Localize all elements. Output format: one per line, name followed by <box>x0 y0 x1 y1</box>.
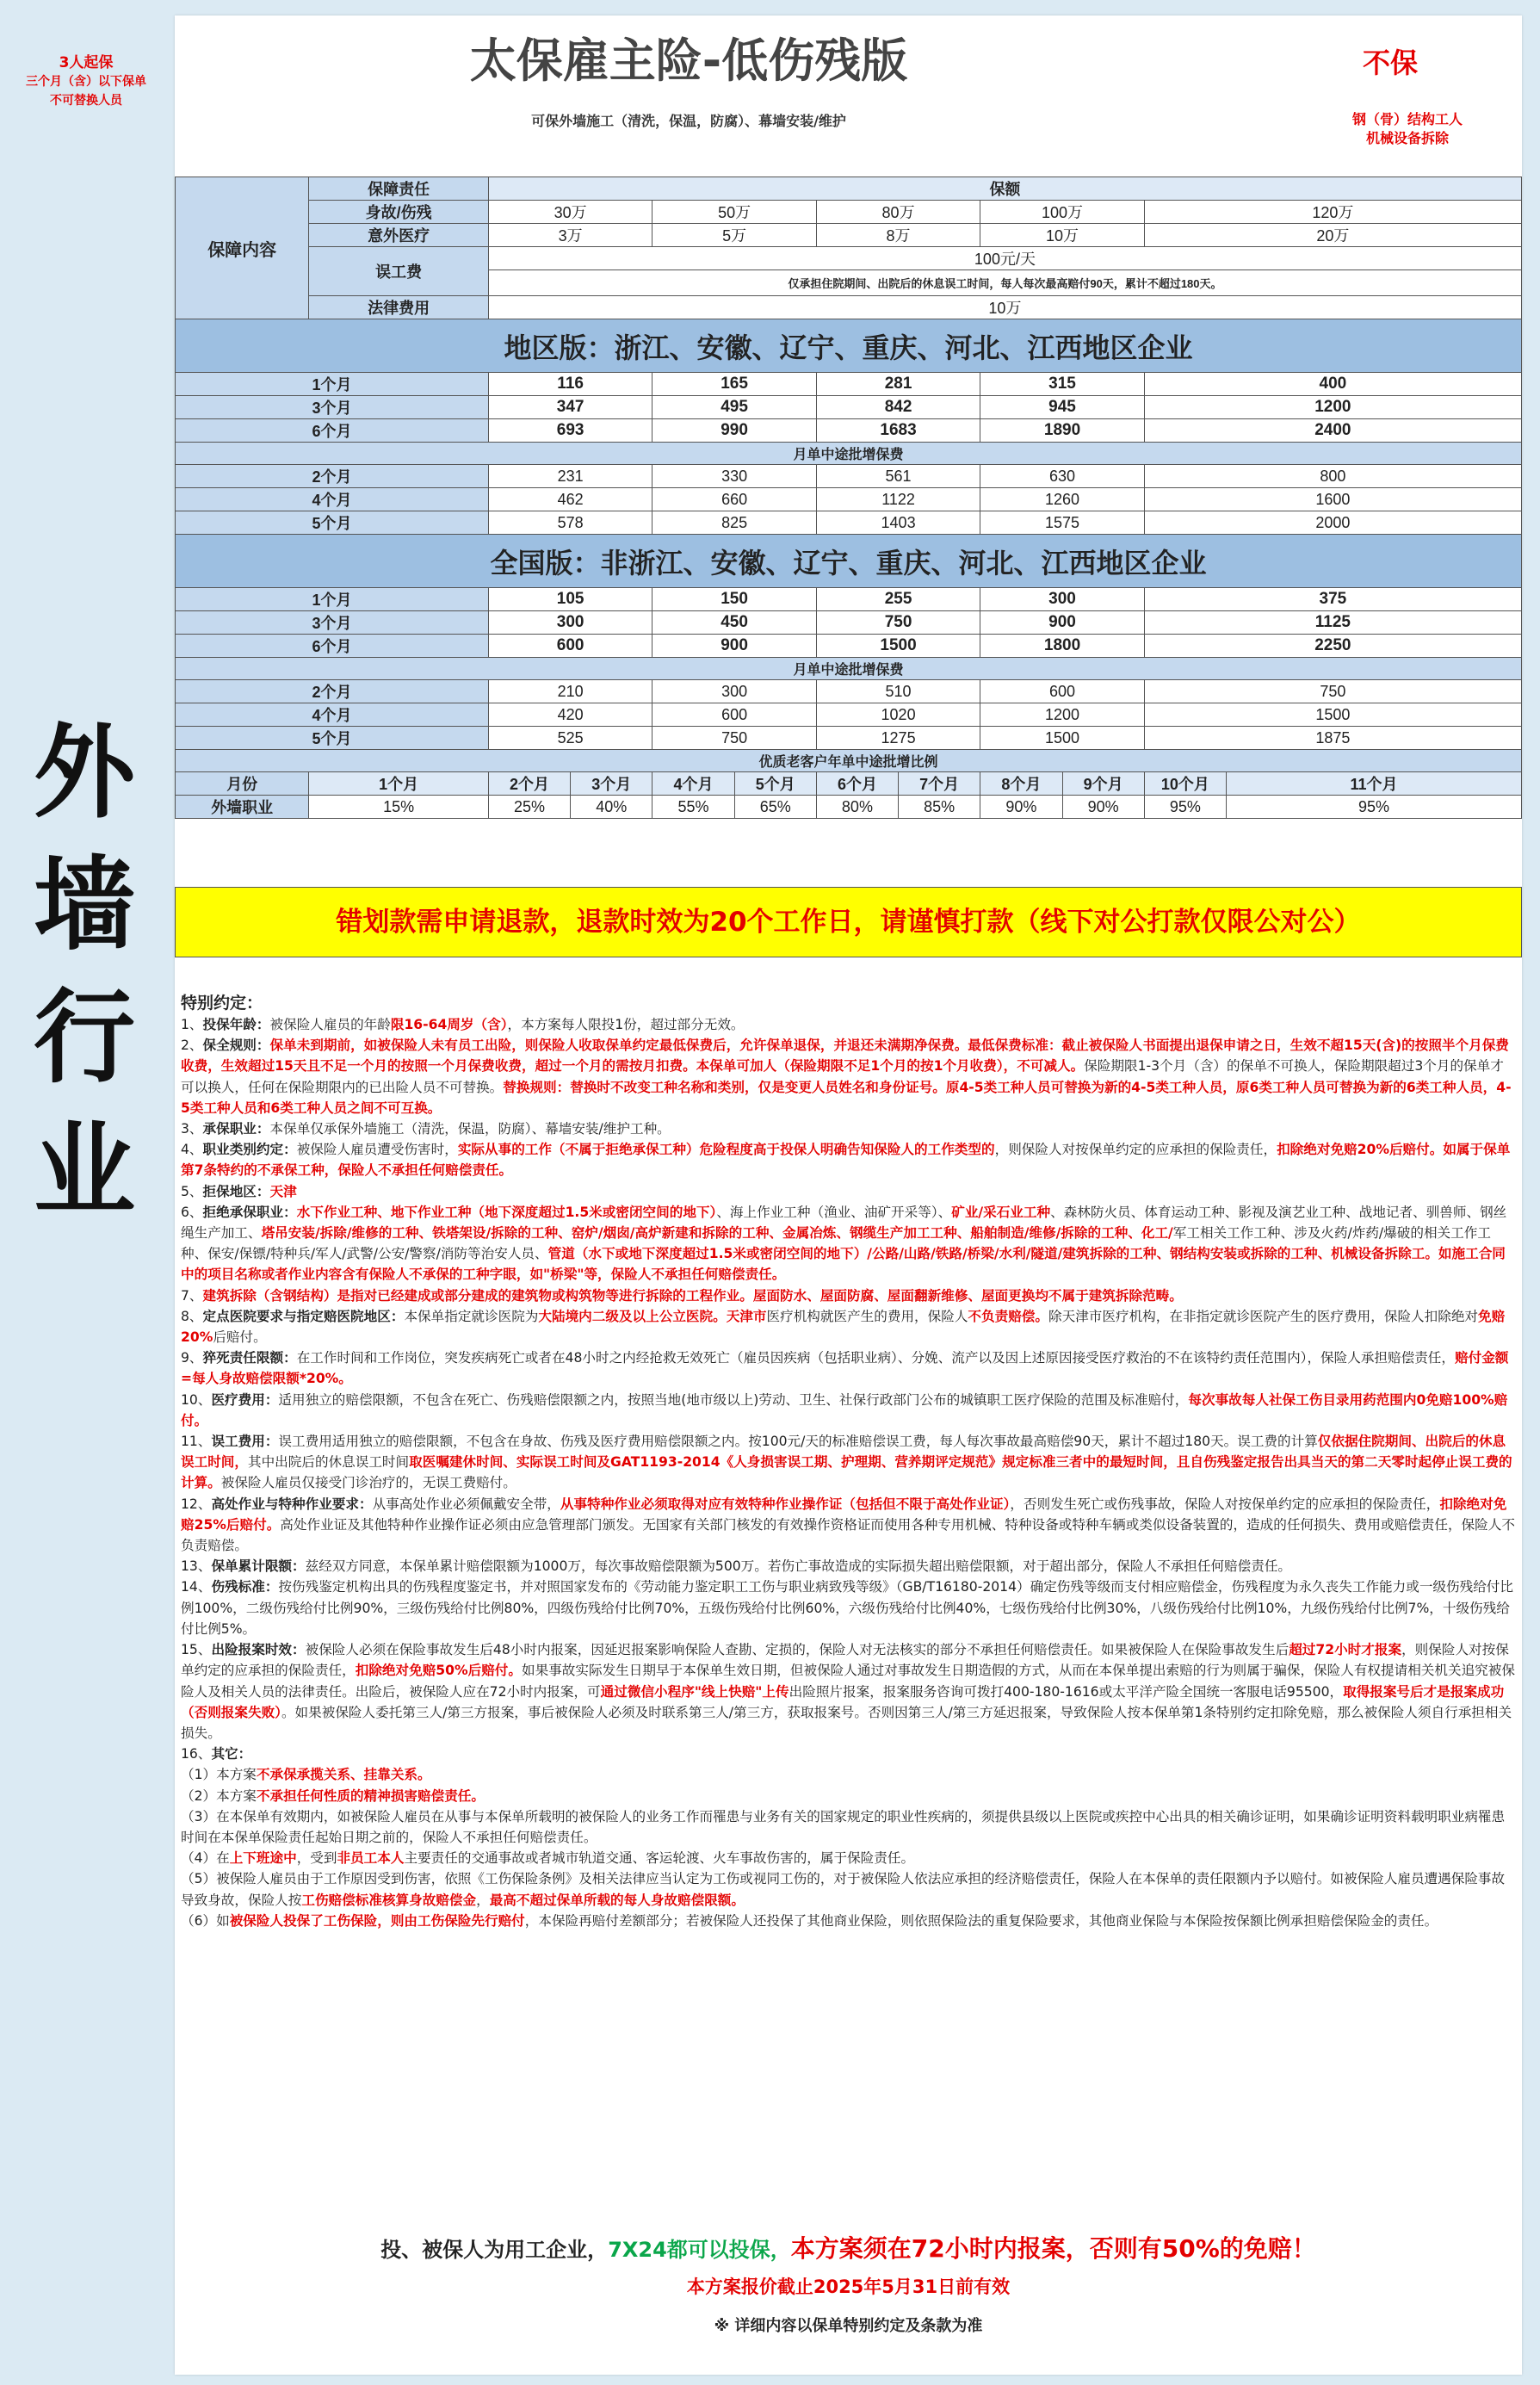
term-text: 扣除绝对免赔25%后赔付。 <box>181 1496 1507 1533</box>
value-cell: 231 <box>488 465 652 488</box>
value-cell: 630 <box>980 465 1144 488</box>
premium-row <box>176 396 1522 419</box>
value-cell: 300 <box>488 611 652 635</box>
lost-wage-note: 仅承担住院期间、出院后的休息误工时间，每人每次最高赔付90天，累计不超过180天。 <box>488 270 1521 296</box>
term-item <box>181 1035 1515 1118</box>
value-cell: 80万 <box>816 201 980 224</box>
value-cell: 1890 <box>980 419 1144 443</box>
term-item <box>181 1285 1515 1306</box>
value-cell: 1260 <box>980 488 1144 511</box>
value-cell: 2400 <box>1144 419 1521 443</box>
term-text: ，本保险再赔付差额部分；若被保险人还投保了其他商业保险，则依照保险法的重复保险要求，其他商业保险与本保险按保额比例承担赔偿保险金的责任。 <box>524 1912 1438 1929</box>
period-label: 5个月 <box>176 511 489 535</box>
term-item <box>181 1347 1515 1389</box>
term-text: 取医嘱建休时间、实际误工时间及GAT1193-2014《人身损害误工期、护理期、营养期评定规范》规定标准三者中的最短时间，且自伤残鉴定报告出具当天的第二天零时起停止误工费的计算。 <box>181 1454 1512 1491</box>
term-text: 1、 <box>181 1017 203 1032</box>
value-cell: 347 <box>488 396 652 419</box>
term-text: ，本方案每人限投1份，超过部分无效。 <box>507 1017 745 1032</box>
term-text: 13、 <box>181 1558 212 1575</box>
legal-value: 10万 <box>488 296 1521 319</box>
period-label: 3个月 <box>176 396 489 419</box>
month-label: 月份 <box>176 772 309 796</box>
special-terms <box>181 992 1515 1931</box>
term-text: 4、 <box>181 1142 203 1158</box>
period-label: 4个月 <box>176 488 489 511</box>
value-cell: 420 <box>488 703 652 727</box>
term-text: 替换规则：替换时不改变工种名称和类别，仅是变更人员姓名和身份证号。原4-5类工种人员可替换为新的4-5类工种人员，原6类工种人员可替换为新的6类工种人员，4-5类工种人员和6类工种人员之间不可互换。 <box>181 1079 1512 1116</box>
term-text: 本保单指定就诊医院为 <box>404 1308 539 1324</box>
term-text: 矿业/采石业工种 <box>951 1204 1051 1220</box>
term-text: 主要责任的交通事故或者城市轨道交通、客运轮渡、火车事故伤害的，属于保险责任。 <box>404 1850 915 1867</box>
national-section <box>176 535 1522 750</box>
term-text: 保单累计限额： <box>211 1558 306 1575</box>
value-cell: 1122 <box>816 488 980 511</box>
term-text: ，则保险人对按保单约定的应承担的保险责任， <box>994 1142 1277 1158</box>
medical-row <box>176 224 1522 247</box>
term-text: 8、 <box>181 1308 203 1324</box>
value-cell: 945 <box>980 396 1144 419</box>
term-text: 定点医院要求与指定赔医院地区： <box>202 1308 405 1324</box>
term-item <box>181 1806 1515 1848</box>
not-insured-item: 机械设备拆除 <box>1365 130 1449 146</box>
ratio-cell: 90% <box>980 796 1062 819</box>
term-text: 免赔20% <box>181 1308 1506 1346</box>
term-text: 除天津市医疗机构，在非指定就诊医院产生的医疗费用，保险人扣除绝对 <box>1048 1308 1479 1324</box>
special-terms-title: 特别约定： <box>181 994 263 1013</box>
term-text: 其它： <box>211 1746 252 1762</box>
period-label: 2个月 <box>176 680 489 703</box>
term-text: ，受到 <box>296 1850 337 1867</box>
term-text: 12、 <box>181 1496 212 1512</box>
death-label: 身故/伤残 <box>309 201 489 224</box>
ratio-month-row <box>176 772 1522 796</box>
term-item <box>181 1118 1515 1139</box>
col-responsibility: 保障责任 <box>309 177 489 201</box>
medical-label: 意外医疗 <box>309 224 489 247</box>
value-cell: 210 <box>488 680 652 703</box>
term-text: 16、 <box>181 1746 212 1762</box>
term-text: 5、 <box>181 1183 203 1199</box>
not-insured-title: 不保 <box>1362 46 1418 79</box>
not-insured-item: 钢（骨）结构工人 <box>1351 111 1463 127</box>
term-text: 工伤赔偿标准核算身故赔偿金 <box>301 1892 477 1908</box>
value-cell: 281 <box>816 373 980 396</box>
term-text: 9、 <box>181 1350 203 1366</box>
period-label: 5个月 <box>176 727 489 750</box>
term-text: 在工作时间和工作岗位，突发疾病死亡或者在48小时之内经抢救无效死亡（雇员因疾病（包括职业病）、分娩、流产以及因上述原因接受医疗救治的不在该特约责任范围内），保险人承担赔偿责任， <box>296 1350 1455 1366</box>
ratio-cell: 95% <box>1227 796 1522 819</box>
section-title-row <box>176 535 1522 588</box>
col-amount: 保额 <box>488 177 1521 201</box>
death-row <box>176 201 1522 224</box>
term-item <box>181 1014 1515 1035</box>
value-cell: 1500 <box>816 635 980 658</box>
term-text: 非员工本人 <box>337 1850 405 1867</box>
page-subtitle: 可保外墙施工（清洗，保温，防腐）、幕墙安装/维护 <box>531 113 846 129</box>
footer-line-2: 本方案报价截止2025年5月31日前有效 <box>686 2277 1011 2297</box>
value-cell: 462 <box>488 488 652 511</box>
term-text: ，则保险人对按保单约定的应承担的保险责任， <box>181 1642 1509 1679</box>
period-label: 2个月 <box>176 465 489 488</box>
value-cell: 1800 <box>980 635 1144 658</box>
term-text: 医疗费用： <box>211 1391 279 1408</box>
month-cell: 5个月 <box>734 772 816 796</box>
value-cell: 750 <box>1144 680 1521 703</box>
value-cell: 900 <box>980 611 1144 635</box>
value-cell: 525 <box>488 727 652 750</box>
term-text: 扣除绝对免赔50%后赔付。 <box>355 1663 522 1679</box>
term-text: 从事高处作业必须佩戴安全带， <box>372 1496 560 1512</box>
month-cell: 3个月 <box>571 772 652 796</box>
value-cell: 1575 <box>980 511 1144 535</box>
term-text: 被保险人雇员仅接受门诊治疗的，无误工费赔付。 <box>220 1475 516 1491</box>
term-text: 限16-64周岁（含） <box>390 1017 508 1032</box>
month-cell: 1个月 <box>309 772 489 796</box>
term-text: 保单未到期前，如被保险人未有员工出险，则保险人收取保单约定最低保费后，允许保单退保，并退还未满期净保费。最低保费标准：截止被保险人书面提出退保申请之日，生效不超15天(含)的按照半个月保费收费，生效超过15天且不足一个月的按照一个月保费收费，超过一个月的需按月扣费。 <box>181 1038 1509 1075</box>
term-text: 。如果被保险人委托第三人/第三方报案，事后被保险人必须及时联系第三人/第三方，获取报案号。否则因第三人/第三方延迟报案，导致保险人按本保单第1条特别约定扣除免赔，那么被保险人须自行承担相关损失。 <box>181 1704 1512 1741</box>
month-cell: 4个月 <box>652 772 734 796</box>
term-text: 误工费用适用独立的赔偿限额，不包含在身故、伤残及医疗费用赔偿限额之内。按100元/天的标准赔偿误工费，每人每次事故最高赔偿90天，累计不超过180天。误工费的计算 <box>278 1434 1318 1450</box>
term-text: 适用独立的赔偿限额，不包含在死亡、伤残赔偿限额之内，按照当地(地市级以上)劳动、卫生、社保行政部门公布的城镇职工医疗保险的范围及标准赔付， <box>278 1391 1189 1408</box>
term-text: 医疗机构就医产生的费用，保险人 <box>766 1308 968 1324</box>
mid-premium-row <box>176 511 1522 535</box>
term-text: 职业类别约定： <box>202 1142 297 1158</box>
value-cell: 2250 <box>1144 635 1521 658</box>
mid-premium-row <box>176 680 1522 703</box>
term-text: 不承保承揽关系、挂靠关系。 <box>256 1767 431 1783</box>
premium-row <box>176 419 1522 443</box>
value-cell: 100万 <box>980 201 1144 224</box>
value-cell: 400 <box>1144 373 1521 396</box>
min-people: 3人起保 <box>59 54 114 71</box>
side-char: 墙 <box>33 846 135 964</box>
term-item <box>181 1494 1515 1557</box>
ratio-cell: 25% <box>488 796 570 819</box>
term-item <box>181 1306 1515 1347</box>
value-cell: 1125 <box>1144 611 1521 635</box>
regional-section <box>176 319 1522 535</box>
term-text: 被保险人必须在保险事故发生后48小时内报案，因延迟报案影响保险人查勘、定损的，保险人对无法核实的部分不承担任何赔偿责任。如果被保险人在保险事故发生后 <box>305 1642 1290 1658</box>
section-title: 全国版：非浙江、安徽、辽宁、重庆、河北、江西地区企业 <box>176 535 1522 588</box>
value-cell: 255 <box>816 588 980 611</box>
term-text: 保险期限1-3个月（含）的保单不可换人，保险期限超过3个月的保单才可以换人，任何在保险期限内的已出险人员不可替换。 <box>181 1058 1504 1095</box>
ratio-title: 优质老客户年单中途批增比例 <box>176 750 1522 772</box>
term-text: 拒绝承保职业： <box>202 1204 297 1220</box>
term-text: 本保单可加人（保险期限不足1个月的按1个月收费），不可减人。 <box>696 1058 1085 1075</box>
term-text: 、森林防火员、体育运动工种、影视及演艺业工种、战地记者、驯兽师、钢丝绳生产加工、 <box>181 1204 1507 1242</box>
term-item <box>181 1911 1515 1931</box>
term-text: ，否则发生死亡或伤残事故，保险人对按保单约定的应承担的保险责任， <box>1010 1496 1440 1512</box>
value-cell: 1600 <box>1144 488 1521 511</box>
term-text: 管道（水下或地下深度超过1.5米或密闭空间的地下）/公路/山路/铁路/桥梁/水利/隧道/建筑拆除的工种、钢结构安装或拆除的工种、机械设备拆除工。如施工合同中的项目名称或者作业内容含有保险人不承保的工种字眼，如"桥梁"等，保险人不承担任何赔偿责任。 <box>181 1246 1506 1283</box>
mid-title-row <box>176 443 1522 465</box>
ratio-cell: 65% <box>734 796 816 819</box>
term-item <box>181 1577 1515 1639</box>
term-text: （3）在本保单有效期内，如被保险人雇员在从事与本保单所载明的被保险人的业务工作而罹患与业务有关的国家规定的职业性疾病的，须提供县级以上医院或疾控中心出具的相关确诊证明，如果确诊证明资料载明职业病罹患时间在本保单保险责任起始日期之前的，保险人不承担任何赔偿责任。 <box>181 1808 1506 1845</box>
value-cell: 600 <box>652 703 816 727</box>
term-text: 建筑拆除（含钢结构）是指对已经建成或部分建成的建筑物或构筑物等进行拆除的工程作业。屋面防水、屋面防腐、屋面翻新维修、屋面更换均不属于建筑拆除范畴。 <box>202 1287 1183 1304</box>
value-cell: 1403 <box>816 511 980 535</box>
term-text: 后赔付。 <box>213 1329 267 1346</box>
value-cell: 800 <box>1144 465 1521 488</box>
term-text: 从事特种作业必须取得对应有效特种作业操作证（包括但不限于高处作业证） <box>560 1496 1011 1512</box>
month-cell: 2个月 <box>488 772 570 796</box>
value-cell: 450 <box>652 611 816 635</box>
mid-title: 月单中途批增保费 <box>176 658 1522 680</box>
footer-a: 投、被保人为用工企业， <box>380 2238 609 2262</box>
term-text: 水下作业工种、地下作业工种（地下深度超过1.5米或密闭空间的地下） <box>296 1204 717 1220</box>
value-cell: 116 <box>488 373 652 396</box>
mid-premium-row <box>176 488 1522 511</box>
value-cell: 1275 <box>816 727 980 750</box>
term-text: 每次事故每人社保工伤目录用药范围内0免赔100%赔付。 <box>181 1391 1508 1428</box>
term-text: 3、 <box>181 1121 203 1137</box>
mid-title: 月单中途批增保费 <box>176 443 1522 465</box>
ratio-cell: 95% <box>1144 796 1226 819</box>
ratio-section <box>176 750 1522 819</box>
term-item <box>181 1431 1515 1494</box>
min-note-2: 不可替换人员 <box>50 94 122 108</box>
min-people-note <box>0 53 172 110</box>
term-text: 被保险人投保了工伤保险，则由工伤保险先行赔付 <box>229 1912 525 1929</box>
section-title: 地区版：浙江、安徽、辽宁、重庆、河北、江西地区企业 <box>176 319 1522 373</box>
term-item <box>181 1848 1515 1868</box>
premium-row <box>176 588 1522 611</box>
premium-row <box>176 635 1522 658</box>
term-text: （4）在 <box>181 1850 230 1867</box>
term-text: 伤残标准： <box>211 1579 279 1595</box>
value-cell: 1500 <box>1144 703 1521 727</box>
month-cell: 8个月 <box>980 772 1062 796</box>
ratio-title-row <box>176 750 1522 772</box>
term-text: 2、 <box>181 1038 203 1054</box>
lost-wage-value: 100元/天 <box>488 247 1521 270</box>
term-text: 仅依据住院期间、出院后的休息误工时间， <box>181 1434 1506 1471</box>
term-text: 按伤残鉴定机构出具的伤残程度鉴定书，并对照国家发布的《劳动能力鉴定职工工伤与职业病致残等级》（GB/T16180-2014）确定伤残等级而支付相应赔偿金，伤残程度为永久丧失工作能力或一级伤残给付比例100%，二级伤残给付比例90%，三级伤残给付比例80%，四级伤残给付比例70%，五级伤残给付比例60%，六级伤残给付比例40%，七级伤残给付比例30%，八级伤残给付比例10%，九级伤残给付比例7%，十级伤残给付比例5%。 <box>181 1579 1513 1637</box>
month-cell: 6个月 <box>816 772 898 796</box>
term-text: 扣除绝对免赔20%后赔付。如属于保单第7条特约的不承保工种，保险人不承担任何赔偿责任。 <box>181 1142 1511 1179</box>
value-cell: 5万 <box>652 224 816 247</box>
premium-row <box>176 611 1522 635</box>
term-text: （6）如 <box>181 1912 230 1929</box>
value-cell: 10万 <box>980 224 1144 247</box>
side-char: 行 <box>33 978 135 1097</box>
period-label: 6个月 <box>176 635 489 658</box>
value-cell: 3万 <box>488 224 652 247</box>
term-text: 其中出院后的休息误工时间 <box>247 1454 410 1471</box>
premium-table <box>175 177 1522 819</box>
ratio-cell: 55% <box>652 796 734 819</box>
value-cell: 578 <box>488 511 652 535</box>
term-text: 天津 <box>269 1183 297 1199</box>
month-cell: 10个月 <box>1144 772 1226 796</box>
term-item <box>181 1764 1515 1785</box>
month-cell: 7个月 <box>899 772 980 796</box>
term-text: 军工相关工作工种、涉及火药/炸药/爆破的相关工作工种、保安/保镖/特种兵/军人/武警/公安/警察/消防等治安人员、 <box>181 1225 1491 1262</box>
term-text: 被保险人雇员遭受伤害时， <box>296 1142 458 1158</box>
term-text: 取得报案号后才是报案成功（否则报案失败） <box>181 1683 1505 1720</box>
term-item <box>181 1868 1515 1910</box>
footer-b: 7X24都可以投保， <box>608 2238 791 2262</box>
term-text: 不负责赔偿。 <box>968 1308 1048 1324</box>
mid-premium-row <box>176 465 1522 488</box>
value-cell: 1500 <box>980 727 1144 750</box>
term-text: 实际从事的工作（不属于拒绝承保工种）危险程度高于投保人明确告知保险人的工作类型的 <box>457 1142 995 1158</box>
lost-wage-row <box>176 247 1522 270</box>
ratio-cell: 90% <box>1062 796 1144 819</box>
value-cell: 120万 <box>1144 201 1521 224</box>
term-item <box>181 1390 1515 1431</box>
term-text: 拒保地区： <box>202 1183 270 1199</box>
term-text: 出险照片报案，报案服务咨询可拨打400-180-1616或太平洋产险全国统一客服电话95500， <box>789 1683 1344 1700</box>
term-text: 上下班途中 <box>229 1850 297 1867</box>
legal-label: 法律费用 <box>309 296 489 319</box>
term-text: 投保年龄： <box>202 1017 270 1032</box>
value-cell: 150 <box>652 588 816 611</box>
term-text: （2）本方案 <box>181 1787 257 1804</box>
term-item <box>181 1556 1515 1577</box>
special-terms-list <box>181 1014 1515 1931</box>
value-cell: 510 <box>816 680 980 703</box>
value-cell: 1875 <box>1144 727 1521 750</box>
min-note-1: 三个月（含）以下保单 <box>26 75 146 89</box>
term-text: ， <box>476 1892 490 1908</box>
value-cell: 600 <box>980 680 1144 703</box>
month-cell: 11个月 <box>1227 772 1522 796</box>
footer-c: 本方案须在72小时内报案，否则有50%的免赔！ <box>790 2234 1316 2263</box>
term-item <box>181 1744 1515 1764</box>
value-cell: 105 <box>488 588 652 611</box>
value-cell: 693 <box>488 419 652 443</box>
ratio-cell: 40% <box>571 796 652 819</box>
value-cell: 300 <box>980 588 1144 611</box>
term-text: 最高不超过保单所载的每人身故赔偿限额。 <box>489 1892 745 1908</box>
term-text: 出险报案时效： <box>211 1642 306 1658</box>
ratio-value-row <box>176 796 1522 819</box>
term-text: 通过微信小程序"线上快赔"上传 <box>600 1683 789 1700</box>
value-cell: 375 <box>1144 588 1521 611</box>
value-cell: 50万 <box>652 201 816 224</box>
value-cell: 1200 <box>980 703 1144 727</box>
value-cell: 300 <box>652 680 816 703</box>
value-cell: 2000 <box>1144 511 1521 535</box>
term-item <box>181 1639 1515 1744</box>
term-item <box>181 1202 1515 1285</box>
term-text: 大陆境内二级及以上公立医院。天津市 <box>538 1308 767 1324</box>
term-text: 被保险人雇员的年龄 <box>269 1017 391 1032</box>
side-char: 外 <box>33 713 135 832</box>
term-text: 、海上作业工种（渔业、油矿开采等）、 <box>716 1204 952 1220</box>
period-label: 1个月 <box>176 588 489 611</box>
coverage-section <box>176 177 1522 319</box>
month-cell: 9个月 <box>1062 772 1144 796</box>
term-text: 11、 <box>181 1434 212 1450</box>
value-cell: 1200 <box>1144 396 1521 419</box>
side-industry-label <box>0 706 169 1236</box>
term-text: 高处作业证及其他特种作业操作证必须由应急管理部门颁发。无国家有关部门核发的有效操作资格证而使用各种专用机械、特种设备或特种车辆或类似设备装置的，造成的任何损失、费用或赔偿责任，保险人不负责赔偿。 <box>181 1516 1515 1554</box>
lost-wage-label: 误工费 <box>309 247 489 296</box>
footer-line-1 <box>175 2230 1522 2264</box>
value-cell: 1020 <box>816 703 980 727</box>
not-insured-list <box>1326 110 1489 148</box>
term-item <box>181 1139 1515 1180</box>
value-cell: 30万 <box>488 201 652 224</box>
value-cell: 900 <box>652 635 816 658</box>
ratio-cell: 15% <box>309 796 489 819</box>
term-text: 10、 <box>181 1391 212 1408</box>
term-text: 15、 <box>181 1642 212 1658</box>
term-text: （5）被保险人雇员由于工作原因受到伤害，依照《工伤保险条例》及相关法律应当认定为工伤或视同工伤的，对于被保险人依法应承担的经济赔偿责任，保险人在本保单的责任限额内予以赔付。如被保险人雇员遭遇保险事故导致身故，保险人按 <box>181 1871 1506 1908</box>
term-text: 误工费用： <box>211 1434 279 1450</box>
value-cell: 1683 <box>816 419 980 443</box>
mid-premium-row <box>176 703 1522 727</box>
legal-row <box>176 296 1522 319</box>
value-cell: 8万 <box>816 224 980 247</box>
section-title-row <box>176 319 1522 373</box>
coverage-header-row <box>176 177 1522 201</box>
value-cell: 20万 <box>1144 224 1521 247</box>
term-text: 赔付金额=每人身故赔偿限额*20%。 <box>181 1350 1509 1387</box>
value-cell: 330 <box>652 465 816 488</box>
term-text: （1）本方案 <box>181 1767 257 1783</box>
period-label: 3个月 <box>176 611 489 635</box>
term-text: 塔吊安装/拆除/维修的工种、铁塔架设/拆除的工种、窑炉/烟囱/高炉新建和拆除的工种、金属冶炼、钢缆生产加工工种、船舶制造/维修/拆除的工种、化工/ <box>261 1225 1173 1242</box>
term-text: 本保单仅承保外墙施工（清洗，保温，防腐）、幕墙安装/维护工种。 <box>269 1121 671 1137</box>
ratio-cell: 85% <box>899 796 980 819</box>
value-cell: 660 <box>652 488 816 511</box>
term-item <box>181 1181 1515 1202</box>
term-text: 保全规则： <box>202 1038 270 1054</box>
value-cell: 750 <box>816 611 980 635</box>
value-cell: 165 <box>652 373 816 396</box>
value-cell: 561 <box>816 465 980 488</box>
term-text: 如果事故实际发生日期早于本保单生效日期，但被保险人通过对事故发生日期造假的方式，从而在本保单提出索赔的行为则属于骗保，保险人有权提请相关机关追究被保险人及相关人员的法律责任。出险后，被保险人应在72小时内报案，可 <box>181 1663 1515 1700</box>
mid-title-row <box>176 658 1522 680</box>
page-title: 太保雇主险-低伤残版 <box>469 34 908 88</box>
value-cell: 842 <box>816 396 980 419</box>
term-item <box>181 1786 1515 1806</box>
period-label: 1个月 <box>176 373 489 396</box>
term-text: 承保职业： <box>202 1121 270 1137</box>
period-label: 4个月 <box>176 703 489 727</box>
term-text: 7、 <box>181 1287 203 1304</box>
ratio-cell: 80% <box>816 796 898 819</box>
term-text: 超过72小时才报案 <box>1289 1642 1402 1658</box>
ratio-row-label: 外墙职业 <box>176 796 309 819</box>
value-cell: 990 <box>652 419 816 443</box>
term-text: 高处作业与特种作业要求： <box>211 1496 373 1512</box>
mid-premium-row <box>176 727 1522 750</box>
value-cell: 495 <box>652 396 816 419</box>
term-text: 14、 <box>181 1579 212 1595</box>
coverage-section-label: 保障内容 <box>176 177 309 319</box>
value-cell: 315 <box>980 373 1144 396</box>
value-cell: 600 <box>488 635 652 658</box>
value-cell: 750 <box>652 727 816 750</box>
side-char: 业 <box>33 1111 135 1230</box>
term-text: 兹经双方同意，本保单累计赔偿限额为1000万，每次事故赔偿限额为500万。若伤亡事故造成的实际损失超出赔偿限额，对于超出部分，保险人不承担任何赔偿责任。 <box>305 1558 1292 1575</box>
footer-line-3: ※ 详细内容以保单特别约定及条款为准 <box>714 2317 983 2335</box>
term-text: 不承担任何性质的精神损害赔偿责任。 <box>256 1787 485 1804</box>
period-label: 6个月 <box>176 419 489 443</box>
value-cell: 825 <box>652 511 816 535</box>
term-text: 6、 <box>181 1204 203 1220</box>
term-text: 猝死责任限额： <box>202 1350 297 1366</box>
refund-warning-banner: 错划款需申请退款，退款时效为20个工作日，请谨慎打款（线下对公打款仅限公对公） <box>175 887 1522 957</box>
premium-row <box>176 373 1522 396</box>
